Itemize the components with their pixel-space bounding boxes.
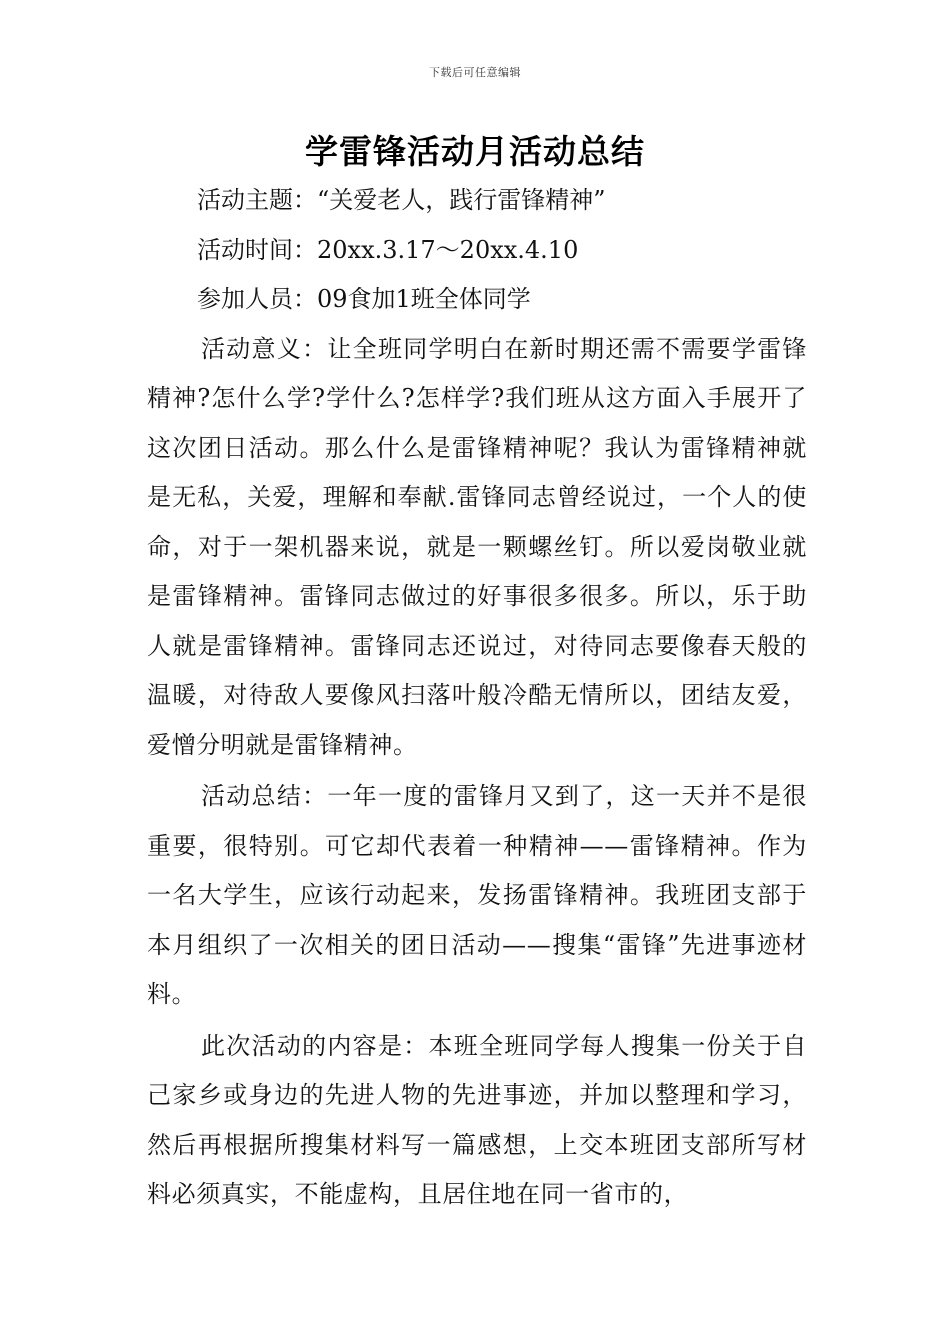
document-title: 学雷锋活动月活动总结: [305, 132, 645, 171]
header-note: 下载后可任意编辑: [429, 66, 521, 79]
paragraph-significance: 活动意义：让全班同学明白在新时期还需不需要学雷锋精神?怎什么学?学什么?怎样学?我们班从这方面入手展开了这次团日活动。那么什么是雷锋精神呢？我认为雷锋精神就是无私，关爱，理解和奉献.雷锋同志曾经说过，一个人的使命，对于一架机器来说，就是一颗螺丝钉。所以爱岗敬业就是雷锋精神。雷锋同志做过的好事很多很多。所以，乐于助人就是雷锋精神。雷锋同志还说过，对待同志要像春天般的温暖，对待敌人要像风扫落叶般冷酷无情所以，团结友爱，爱憎分明就是雷锋精神。: [147, 334, 807, 759]
paragraph-content: 此次活动的内容是：本班全班同学每人搜集一份关于自己家乡或身边的先进人物的先进事迹，并加以整理和学习，然后再根据所搜集材料写一篇感想，上交本班团支部所写材料必须真实，不能虚构，且居住地在同一省市的，: [147, 1031, 807, 1208]
document-body: [147, 176, 807, 1220]
activity-theme: 活动主题：“关爱老人，践行雷锋精神”: [197, 186, 606, 214]
paragraph-summary: 活动总结：一年一度的雷锋月又到了，这一天并不是很重要，很特别。可它却代表着一种精神——雷锋精神。作为一名大学生，应该行动起来，发扬雷锋精神。我班团支部于本月组织了一次相关的团日活动——搜集“雷锋”先进事迹材料。: [147, 782, 807, 1008]
activity-participants: 参加人员：09食加1班全体同学: [197, 285, 531, 313]
activity-time: 活动时间：20xx.3.17～20xx.4.10: [197, 235, 579, 264]
